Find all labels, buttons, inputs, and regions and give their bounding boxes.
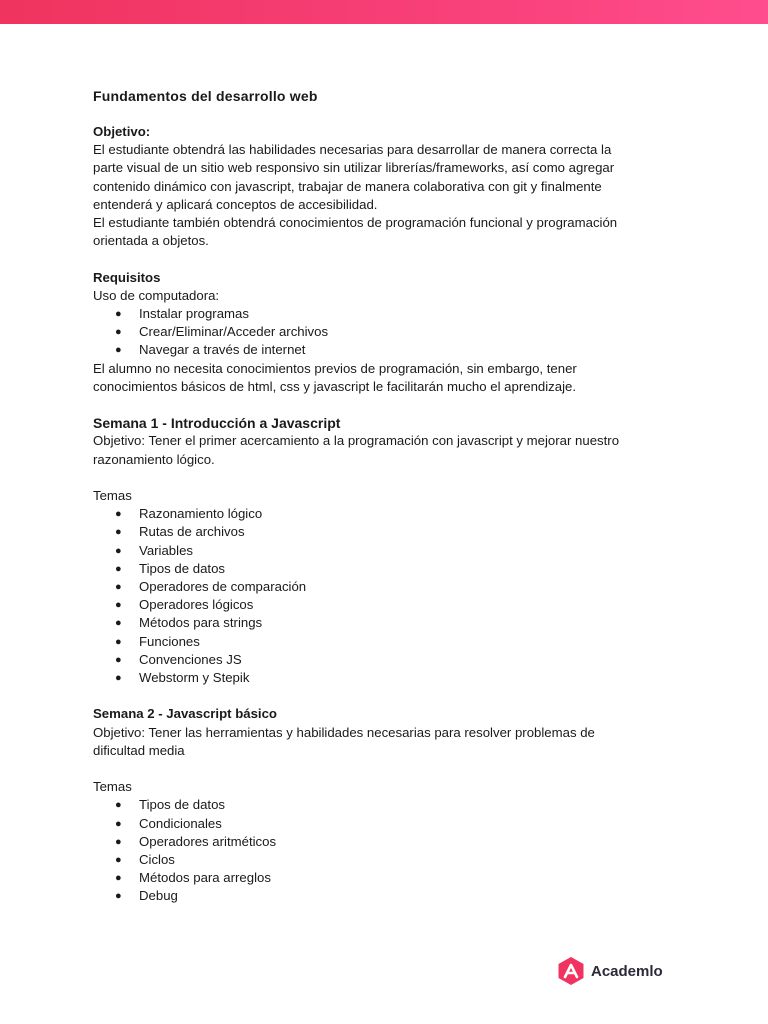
week1-objective-line: Objetivo: Tener el primer acercamiento a la programación con javascript y mejorar nuestro [93,433,620,449]
academlo-logo-icon [557,956,585,986]
list-item: ● Rutas de archivos [115,523,673,541]
bullet-icon: ● [115,672,122,685]
requirements-line: El alumno no necesita conocimientos previos de programación, sin embargo, tener [93,360,577,376]
list-item: ● Métodos para strings [115,614,673,632]
bullet-icon: ● [115,635,122,648]
bullet-icon: ● [115,544,122,557]
bullet-icon: ● [115,617,122,630]
list-item: ● Operadores de comparación [115,578,673,596]
academlo-logo [557,956,663,986]
objective-line: contenido dinámico con javascript, trabajar de manera colaborativa con git y finalmente [93,178,602,194]
week2-topics-list [93,796,673,905]
bullet-icon: ● [115,854,122,867]
bullet-icon: ● [115,562,122,575]
list-item: ● Tipos de datos [115,796,673,814]
bullet-icon: ● [115,799,122,812]
requirements-line: conocimientos básicos de html, css y javascript le facilitarán mucho el aprendizaje. [93,378,577,394]
week1-title: Semana 1 - Introducción a Javascript [93,415,341,432]
objective-line: parte visual de un sitio web responsivo sin utilizar librerías/frameworks, así como agregar [93,160,615,176]
list-item: ● Métodos para arreglos [115,869,673,887]
week1-topics-list [93,505,673,687]
list-item: ● Razonamiento lógico [115,505,673,523]
bullet-icon: ● [115,872,122,885]
week1-topics-label: Temas [93,488,132,504]
objective-line: El estudiante también obtendrá conocimientos de programación funcional y programación [93,215,618,231]
bullet-icon: ● [115,581,122,594]
list-item: ● Funciones [115,633,673,651]
list-item: ● Operadores aritméticos [115,833,673,851]
list-item: ● Debug [115,887,673,905]
bullet-icon: ● [115,890,122,903]
list-item: ● Webstorm y Stepik [115,669,673,687]
week1-objective-line: razonamiento lógico. [93,451,215,467]
bullet-icon: ● [115,817,122,830]
requirements-label: Requisitos [93,269,161,285]
bullet-icon: ● [115,326,122,339]
list-item: ● Convenciones JS [115,651,673,669]
objective-line: entenderá y aplicará conceptos de accesibilidad. [93,196,378,212]
bullet-icon: ● [115,835,122,848]
list-item: ● Instalar programas [115,305,673,323]
requirements-intro: Uso de computadora: [93,287,220,303]
bullet-icon: ● [115,653,122,666]
list-item: ● Operadores lógicos [115,596,673,614]
bullet-icon: ● [115,344,122,357]
bullet-icon: ● [115,599,122,612]
bullet-icon: ● [115,508,122,521]
document-title: Fundamentos del desarrollo web [93,88,318,104]
list-item: ● Navegar a través de internet [115,341,673,359]
top-accent-bar [0,0,768,24]
objective-line: orientada a objetos. [93,233,209,249]
requirements-list [93,305,673,360]
list-item: ● Tipos de datos [115,560,673,578]
week2-title: Semana 2 - Javascript básico [93,706,277,722]
week2-topics-label: Temas [93,779,132,795]
bullet-icon: ● [115,526,122,539]
list-item: ● Crear/Eliminar/Acceder archivos [115,323,673,341]
bullet-icon: ● [115,308,122,321]
document-body [93,87,673,906]
week2-objective-line: Objetivo: Tener las herramientas y habilidades necesarias para resolver problemas de [93,724,595,740]
list-item: ● Condicionales [115,815,673,833]
objective-line: El estudiante obtendrá las habilidades necesarias para desarrollar de manera correcta la [93,142,612,158]
list-item: ● Ciclos [115,851,673,869]
objective-label: Objetivo: [93,124,151,139]
brand-name: Academlo [591,962,663,980]
list-item: ● Variables [115,542,673,560]
week2-objective-line: dificultad media [93,742,185,758]
